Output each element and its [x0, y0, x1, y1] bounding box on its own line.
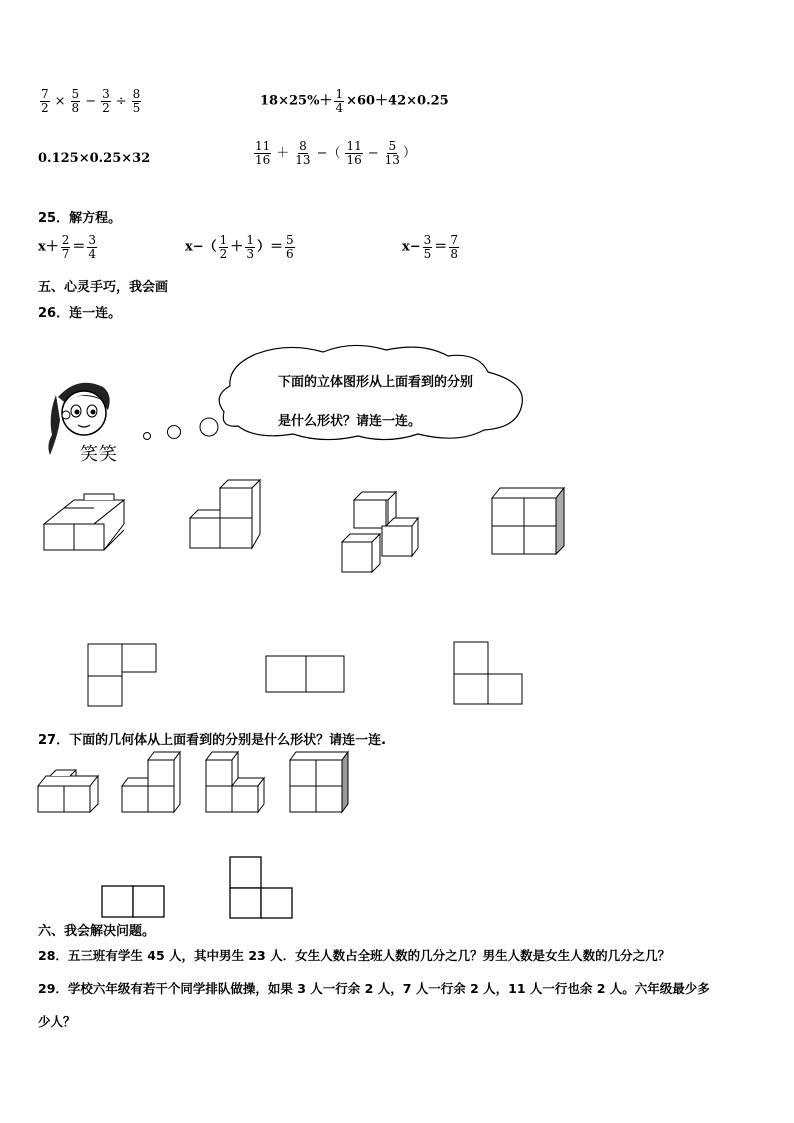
thought-cloud: [138, 344, 558, 444]
equation-2: x−（ $\frac{1}{2}$ ＋ $\frac{1}{3}$ ）＝ $\frac{5}{6}$: [185, 233, 294, 261]
question-29-line-2: 少人？: [38, 1014, 76, 1029]
q27-solid-figure-1: [36, 768, 102, 814]
solid-figure-3: [338, 486, 422, 576]
q27-solid-figure-3: [204, 750, 270, 814]
calc-expression-2: 18×25%＋ $\frac{1}{4}$ ×60＋42×0.25: [260, 87, 449, 115]
q27-top-view-option-1: [100, 884, 168, 920]
solid-figure-4: [488, 484, 572, 558]
cloud-text-line-1: 下面的立体图形从上面看到的分别: [278, 375, 474, 390]
question-25-title: 25．解方程。: [38, 211, 122, 226]
calc-expression-1: $\frac{7}{2}$ × $\frac{5}{8}$ − $\frac{3}{2}$ ÷ $\frac{8}{5}$: [41, 87, 141, 115]
girl-name-label: 笑笑: [80, 444, 118, 465]
q27-solid-figure-4: [288, 750, 354, 814]
question-28: 28．五三班有学生 45 人，其中男生 23 人．女生人数占全班人数的几分之几？男生人数是女生人数的几分之几？: [38, 948, 671, 963]
solid-figure-1: [40, 490, 130, 555]
calc-expression-4: $\frac{11}{16}$ ＋ $\frac{8}{13}$ −（ $\frac{11}{16}$ − $\frac{5}{13}$ ）: [255, 139, 416, 167]
fraction: $\frac{7}{2}$: [41, 87, 49, 115]
cloud-text-line-2: 是什么形状？请连一连。: [278, 414, 422, 429]
solid-figure-2: [186, 476, 266, 552]
question-29-line-1: 29．学校六年级有若干个同学排队做操，如果 3 人一行余 2 人，7 人一行余 2 人，11 人一行也余 2 人。六年级最少多: [38, 981, 710, 996]
top-view-option-2: [264, 654, 348, 694]
question-27-title: 27．下面的几何体从上面看到的分别是什么形状？请连一连.: [38, 733, 387, 748]
top-view-option-1: [86, 640, 160, 710]
section-6-heading: 六、我会解决问题。: [38, 924, 156, 939]
equation-1: x＋ $\frac{2}{7}$ ＝ $\frac{3}{4}$: [38, 233, 97, 261]
top-view-option-3: [452, 640, 526, 708]
section-5-heading: 五、心灵手巧，我会画: [38, 280, 169, 295]
q27-top-view-option-2: [228, 855, 296, 921]
q27-solid-figure-2: [120, 750, 186, 814]
question-26-title: 26．连一连。: [38, 306, 122, 321]
equation-3: x− $\frac{3}{5}$ ＝ $\frac{7}{8}$: [402, 233, 458, 261]
calc-expression-3: 0.125×0.25×32: [38, 151, 151, 166]
